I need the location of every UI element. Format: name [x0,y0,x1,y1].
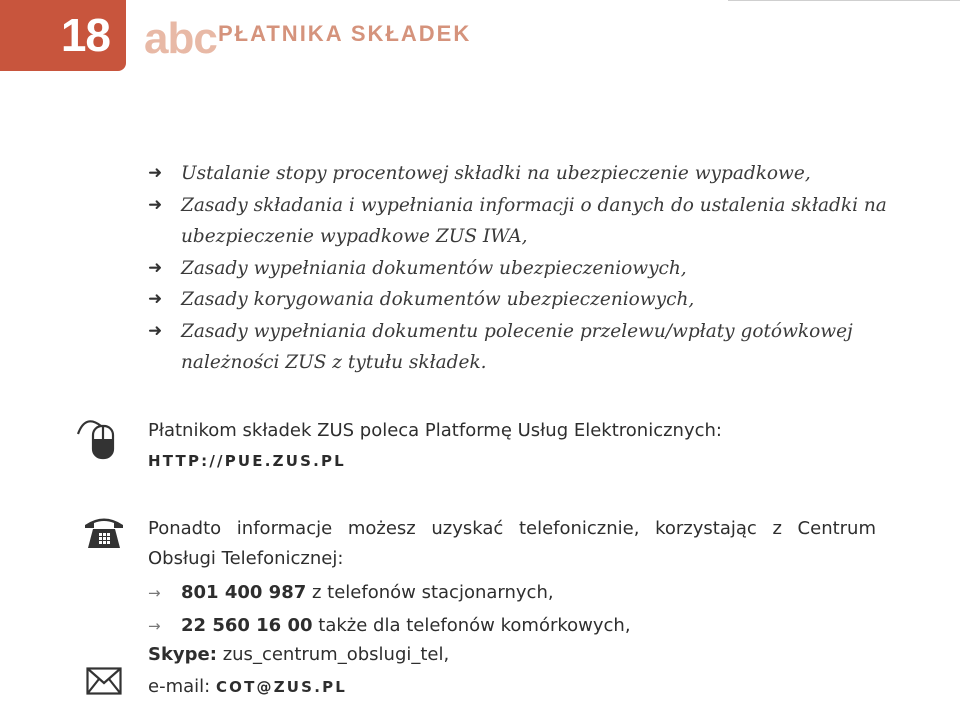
list-item-text: Zasady składania i wypełniania informacji o danych do ustalenia składki na ubezpieczenie wypadkowe ZUS IWA, [181,194,887,247]
phone-info-text: Ponadto informacje możesz uzyskać telefonicznie, korzystając z Centrum Obsługi Telefonicznej: [148,518,876,569]
email-line [148,672,347,702]
arrow-icon: ➜ [148,320,163,341]
list-item-text: Zasady korygowania dokumentów ubezpieczeniowych, [181,289,695,310]
phone-number: 22 560 16 00 [181,614,313,636]
arrow-icon: → [148,616,161,635]
list-item [148,284,888,316]
arrow-icon: ➜ [148,257,163,278]
mouse-icon [77,414,119,460]
arrow-icon: ➜ [148,163,163,183]
section-title: PŁATNIKA SKŁADEK [218,21,472,46]
list-item [148,158,888,190]
envelope-icon [86,667,122,695]
skype-label: Skype: [148,644,217,665]
skype-line [148,640,449,670]
list-item [148,190,888,253]
list-item [148,610,631,643]
phone-desc: z telefonów stacjonarnych, [312,582,554,603]
list-item [148,316,888,379]
arrow-icon: ➜ [148,194,163,215]
phone-desc: także dla telefonów komórkowych, [318,614,631,636]
list-item [148,577,631,610]
list-item [148,253,888,285]
page-number: 18 [0,0,126,71]
pue-link[interactable]: HTTP://PUE.ZUS.PL [148,452,346,470]
logo-text: abc [144,14,217,63]
list-item-text: Zasady wypełniania dokumentów ubezpieczeniowych, [181,257,687,279]
skype-value: zus_centrum_obslugi_tel, [222,644,450,665]
phone-icon [83,514,125,550]
email-label: e-mail: [148,676,211,697]
pue-text: Płatnikom składek ZUS poleca Platformę Usług Elektronicznych: [148,420,722,441]
arrow-icon: → [148,584,161,602]
arrow-icon: ➜ [148,289,163,309]
phone-number: 801 400 987 [181,582,307,603]
list-item-text: Ustalanie stopy procentowej składki na ubezpieczenie wypadkowe, [181,163,811,184]
list-item-text: Zasady wypełniania dokumentu polecenie przelewu/wpłaty gotówkowej należności ZUS z tytułu składek. [181,320,853,373]
top-rule [728,0,960,1]
bullet-list [148,158,888,379]
email-link[interactable]: COT@ZUS.PL [215,678,348,696]
phone-list [148,577,631,642]
